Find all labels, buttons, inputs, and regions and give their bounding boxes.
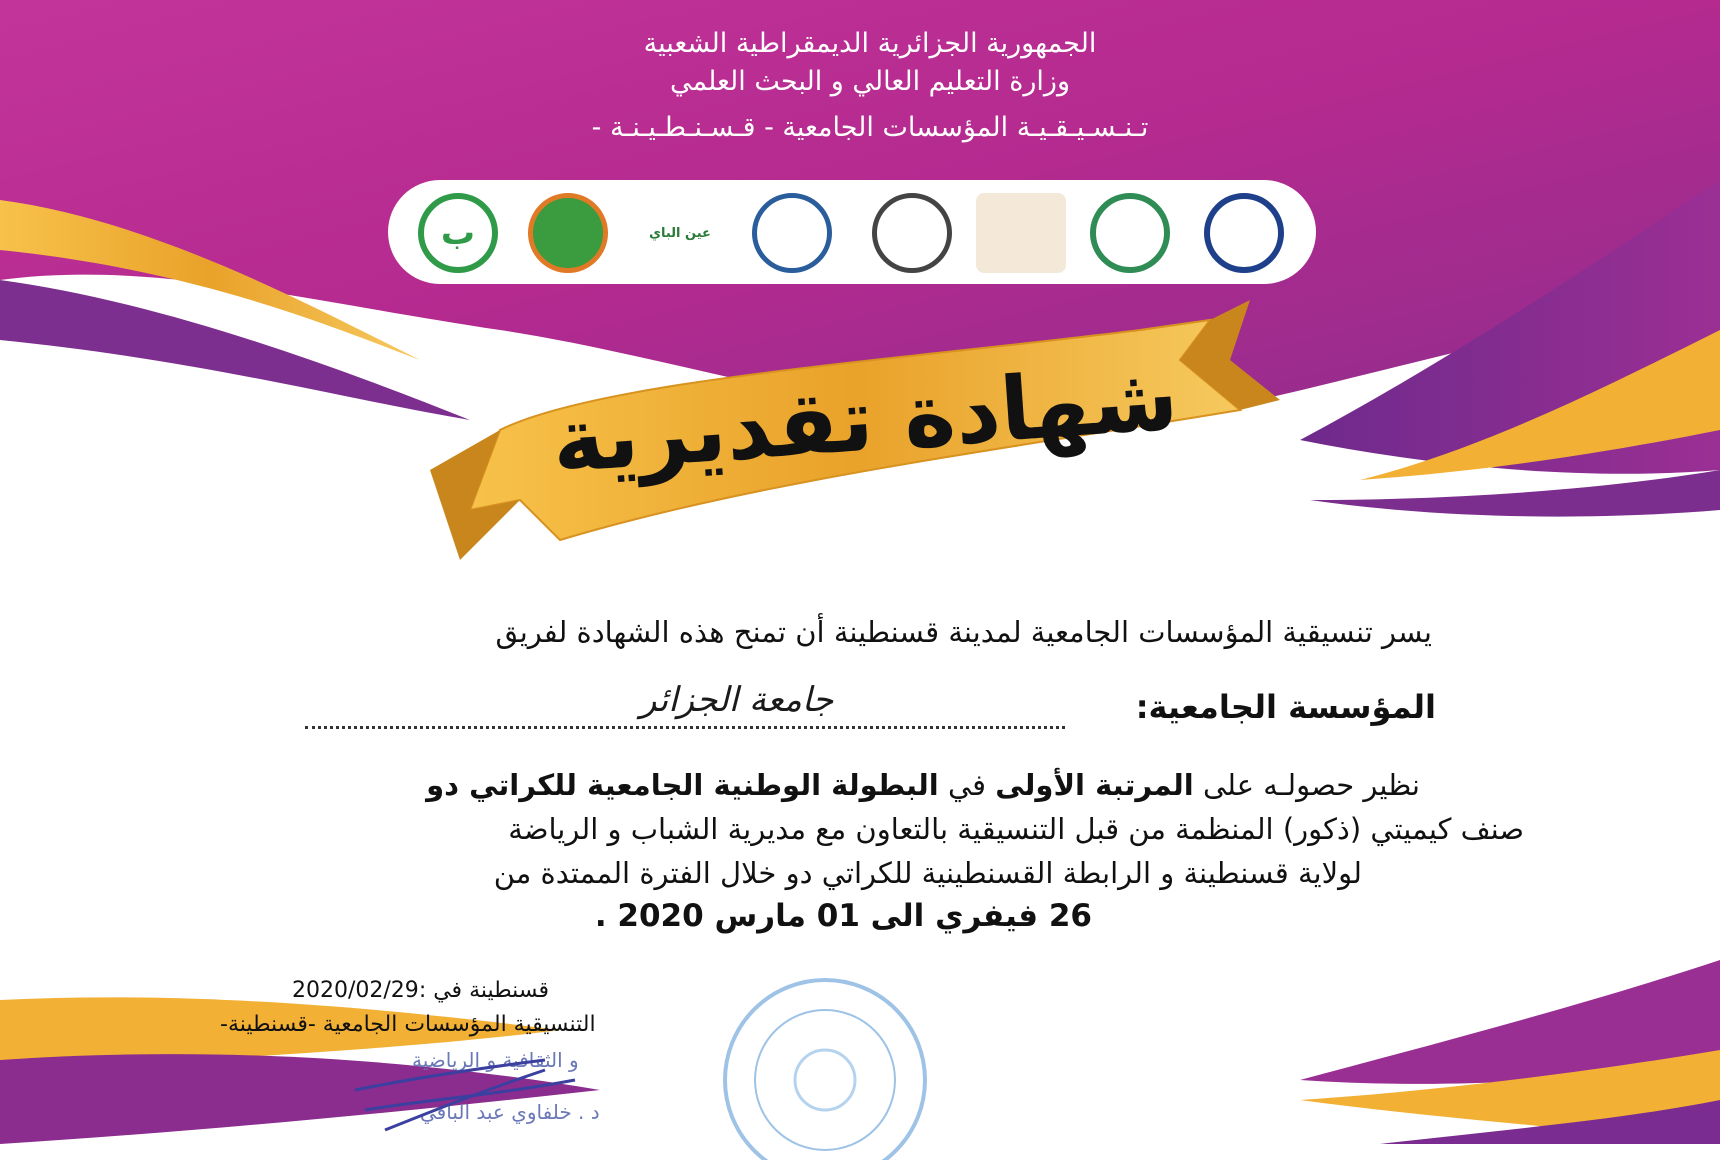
logo-3-icon: عين الباي [640, 193, 720, 273]
institution-label: المؤسسة الجامعية: [1135, 688, 1436, 726]
award-line-3: لولاية قسنطينة و الرابطة القسنطينية للكراتي دو خلال الفترة الممتدة من [493, 856, 1362, 890]
logo-5-icon [872, 193, 952, 273]
award-dates: 26 فيفري الى 01 مارس 2020 . [594, 898, 1092, 934]
award-line-2: صنف كيميتي (ذكور) المنظمة من قبل التنسيقية بالتعاون مع مديرية الشباب و الرياضة [508, 812, 1524, 846]
institution-name: جامعة الجزائر [640, 680, 834, 720]
logo-8-icon [1204, 193, 1284, 273]
header-ministry: وزارة التعليم العالي و البحث العلمي [669, 66, 1070, 97]
award-line-1 [426, 768, 1420, 802]
header-coordination: تـنـسـيـقـيـة المؤسسات الجامعية - قـسـنـطـيـنـة - [591, 112, 1149, 143]
logo-4-icon [752, 193, 832, 273]
logo-2-icon [528, 193, 608, 273]
award-rank: المرتبة الأولى [995, 768, 1194, 802]
award-event: البطولة الوطنية الجامعية للكراتي دو [426, 768, 939, 802]
stamp-text-line-1: و الثقافية و الرياضية [412, 1048, 579, 1072]
signature-organization: التنسيقية المؤسسات الجامعية -قسنطينة- [220, 1012, 596, 1037]
logo-7-icon [1090, 193, 1170, 273]
stamp-text-line-2: د . خلفاوي عبد الباقي [420, 1100, 600, 1124]
intro-text: يسر تنسيقية المؤسسات الجامعية لمدينة قسنطينة أن تمنح هذه الشهادة لفريق [495, 615, 1432, 649]
logo-6-icon [976, 193, 1066, 273]
award-prefix: نظير حصولـه على [1202, 768, 1420, 802]
logo-1-icon: ب [418, 193, 498, 273]
signature-date: قسنطينة في :2020/02/29 [292, 978, 549, 1003]
certificate-title: شهادة تقديرية [548, 346, 1182, 493]
official-stamp-icon [690, 960, 960, 1160]
handwritten-signature-icon [345, 1050, 585, 1140]
header-republic: الجمهورية الجزائرية الديمقراطية الشعبية [643, 28, 1097, 59]
award-in: في [947, 768, 986, 802]
